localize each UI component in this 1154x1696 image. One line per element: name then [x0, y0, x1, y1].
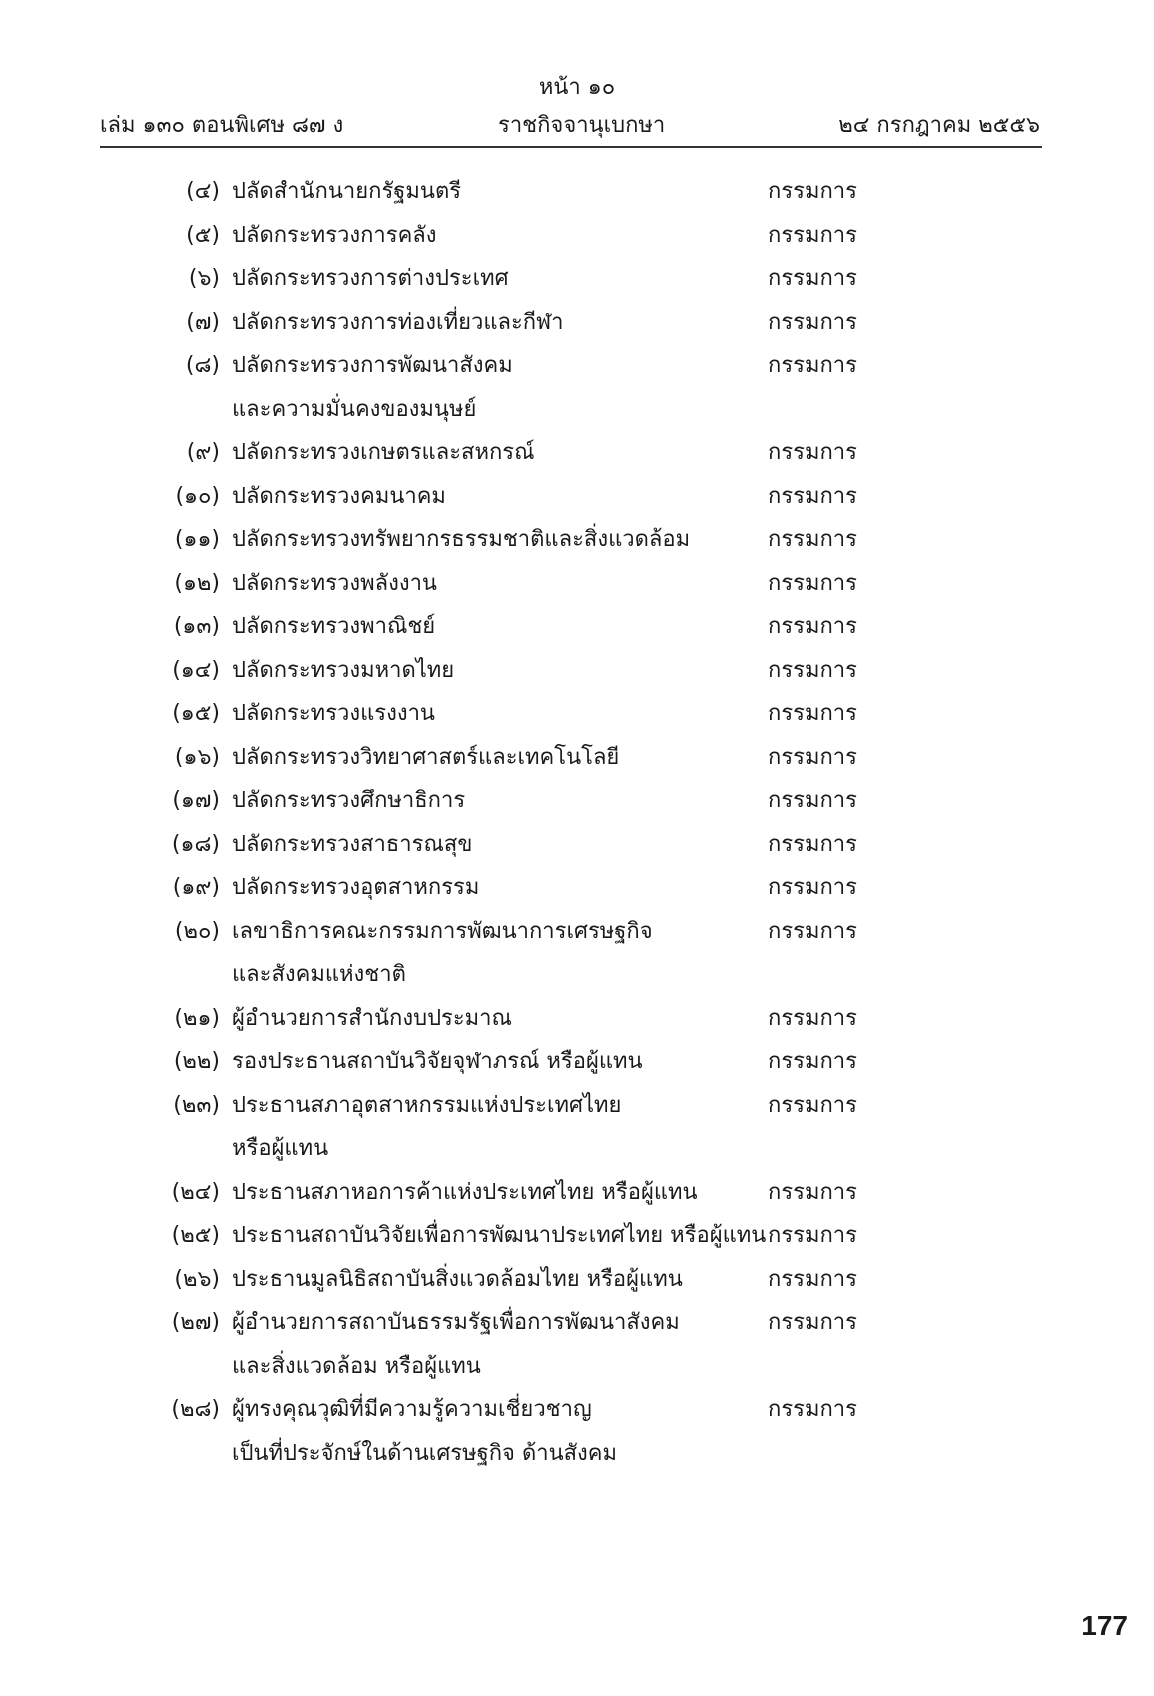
member-role: กรรมการ — [768, 831, 857, 857]
member-position — [232, 910, 762, 997]
position-line: ประธานสภาอุตสาหกรรมแห่งประเทศไทย — [232, 1092, 622, 1118]
item-number: (๒๐) — [174, 918, 220, 944]
member-position — [232, 779, 762, 823]
page-number-footer: 177 — [1081, 1610, 1128, 1641]
item-number: (๖) — [188, 266, 220, 291]
member-role: กรรมการ — [768, 222, 857, 248]
list-item — [0, 910, 1154, 997]
member-position — [232, 214, 762, 258]
item-number: (๑๐) — [175, 483, 220, 509]
item-number: (๑๓) — [173, 614, 220, 639]
list-item — [0, 257, 1154, 301]
member-role: กรรมการ — [768, 483, 857, 509]
position-line: ปลัดกระทรวงศึกษาธิการ — [232, 788, 466, 813]
list-item — [0, 170, 1154, 214]
member-position — [232, 170, 762, 214]
item-number: (๑๒) — [174, 570, 220, 596]
position-line: ปลัดกระทรวงมหาดไทย — [232, 657, 455, 683]
member-position — [232, 692, 762, 736]
gazette-header — [100, 110, 1040, 142]
list-item — [0, 344, 1154, 431]
position-line: ปลัดกระทรวงพาณิชย์ — [232, 614, 436, 639]
journal-title: ราชกิจจานุเบกษา — [498, 113, 666, 138]
page-number-header: หน้า ๑๐ — [538, 75, 616, 100]
item-number: (๒๕) — [171, 1223, 220, 1248]
member-role: กรรมการ — [768, 440, 857, 465]
position-line: หรือผู้แทน — [232, 1136, 329, 1161]
header-divider — [100, 146, 1042, 148]
list-item — [0, 692, 1154, 736]
member-role: กรรมการ — [768, 744, 857, 770]
list-item — [0, 736, 1154, 780]
member-position — [232, 997, 762, 1041]
list-item — [0, 301, 1154, 345]
member-position — [232, 736, 762, 780]
position-line: เลขาธิการคณะกรรมการพัฒนาการเศรษฐกิจ — [232, 918, 653, 944]
position-line: เป็นที่ประจักษ์ในด้านเศรษฐกิจ ด้านสังคม — [232, 1440, 618, 1466]
position-line: ปลัดกระทรวงการท่องเที่ยวและกีฬา — [232, 309, 564, 335]
position-line: ปลัดกระทรวงการต่างประเทศ — [232, 266, 509, 291]
position-line: และความมั่นคงของมนุษย์ — [232, 396, 477, 422]
position-line: ปลัดกระทรวงทรัพยากรธรรมชาติและสิ่งแวดล้อม — [232, 527, 691, 552]
member-role: กรรมการ — [768, 527, 857, 552]
list-item — [0, 518, 1154, 562]
member-role: กรรมการ — [768, 788, 857, 813]
volume-info: เล่ม ๑๓๐ ตอนพิเศษ ๘๗ ง — [100, 113, 344, 138]
member-position — [232, 1084, 762, 1171]
member-position — [232, 1040, 762, 1084]
item-number: (๙) — [186, 440, 220, 465]
position-line: ปลัดกระทรวงการคลัง — [232, 222, 437, 248]
member-role: กรรมการ — [768, 1310, 857, 1335]
list-item — [0, 1258, 1154, 1302]
item-number: (๒๘) — [171, 1397, 220, 1422]
member-role: กรรมการ — [768, 1179, 857, 1205]
member-position — [232, 257, 762, 301]
item-number: (๑๗) — [172, 788, 220, 813]
member-position — [232, 301, 762, 345]
item-number: (๘) — [185, 353, 220, 378]
item-number: (๑๑) — [174, 527, 220, 552]
member-role: กรรมการ — [768, 701, 857, 726]
position-line: และสังคมแห่งชาติ — [232, 962, 406, 987]
list-item — [0, 649, 1154, 693]
member-role: กรรมการ — [768, 1397, 857, 1422]
list-item — [0, 997, 1154, 1041]
item-number: (๒๒) — [173, 1049, 220, 1074]
member-role: กรรมการ — [768, 353, 857, 378]
member-role: กรรมการ — [768, 1266, 857, 1292]
position-line: ปลัดกระทรวงอุตสาหกรรม — [232, 875, 480, 900]
position-line: ปลัดกระทรวงสาธารณสุข — [232, 831, 473, 857]
position-line: ปลัดกระทรวงวิทยาศาสตร์และเทคโนโลยี — [232, 744, 620, 770]
member-role: กรรมการ — [768, 657, 857, 683]
member-role: กรรมการ — [768, 1092, 857, 1118]
item-number: (๕) — [186, 222, 220, 248]
member-position — [232, 649, 762, 693]
position-line: ปลัดกระทรวงแรงงาน — [232, 701, 435, 726]
member-role: กรรมการ — [768, 309, 857, 335]
member-position — [232, 1171, 762, 1215]
member-role: กรรมการ — [768, 918, 857, 944]
member-position — [232, 518, 762, 562]
list-item — [0, 1171, 1154, 1215]
item-number: (๑๘) — [171, 831, 220, 857]
list-item — [0, 605, 1154, 649]
list-item — [0, 779, 1154, 823]
member-position — [232, 562, 762, 606]
position-line: ปลัดกระทรวงการพัฒนาสังคม — [232, 353, 513, 378]
member-role: กรรมการ — [768, 1005, 857, 1031]
item-number: (๒๖) — [174, 1266, 220, 1292]
position-line: ปลัดกระทรวงพลังงาน — [232, 570, 437, 596]
item-number: (๗) — [186, 309, 220, 335]
list-item — [0, 214, 1154, 258]
list-item — [0, 823, 1154, 867]
list-item — [0, 1214, 1154, 1258]
member-position — [232, 1258, 762, 1302]
committee-member-list — [0, 170, 1154, 1475]
item-number: (๔) — [186, 179, 220, 204]
item-number: (๒๑) — [174, 1005, 220, 1031]
member-position — [232, 1214, 767, 1258]
list-item — [0, 1084, 1154, 1171]
member-role: กรรมการ — [768, 875, 857, 900]
member-position — [232, 866, 762, 910]
member-role: กรรมการ — [768, 614, 857, 639]
item-number: (๑๖) — [174, 744, 220, 770]
list-item — [0, 431, 1154, 475]
member-role: กรรมการ — [768, 266, 857, 291]
member-role: กรรมการ — [768, 570, 857, 596]
member-position — [232, 475, 762, 519]
member-position — [232, 823, 762, 867]
list-item — [0, 1301, 1154, 1388]
position-line: และสิ่งแวดล้อม หรือผู้แทน — [232, 1353, 481, 1379]
list-item — [0, 562, 1154, 606]
position-line: ประธานสภาหอการค้าแห่งประเทศไทย หรือผู้แทน — [232, 1179, 698, 1205]
item-number: (๑๕) — [172, 701, 220, 726]
position-line: ปลัดกระทรวงคมนาคม — [232, 483, 446, 509]
list-item — [0, 1388, 1154, 1475]
member-position — [232, 431, 762, 475]
member-position — [232, 344, 762, 431]
position-line: ผู้อำนวยการสถาบันธรรมรัฐเพื่อการพัฒนาสังคม — [232, 1310, 680, 1335]
member-position — [232, 605, 762, 649]
item-number: (๑๙) — [172, 875, 220, 900]
list-item — [0, 475, 1154, 519]
position-line: ปลัดสำนักนายกรัฐมนตรี — [232, 179, 462, 204]
position-line: ผู้อำนวยการสำนักงบประมาณ — [232, 1005, 512, 1031]
item-number: (๑๔) — [172, 657, 220, 683]
member-role: กรรมการ — [768, 179, 857, 204]
member-position — [232, 1388, 762, 1475]
list-item — [0, 1040, 1154, 1084]
member-role: กรรมการ — [768, 1223, 857, 1248]
item-number: (๒๓) — [173, 1092, 220, 1118]
member-role: กรรมการ — [768, 1049, 857, 1074]
item-number: (๒๗) — [171, 1310, 220, 1335]
position-line: รองประธานสถาบันวิจัยจุฬาภรณ์ หรือผู้แทน — [232, 1049, 643, 1074]
position-line: ปลัดกระทรวงเกษตรและสหกรณ์ — [232, 440, 535, 465]
publication-date: ๒๔ กรกฎาคม ๒๕๕๖ — [838, 113, 1040, 138]
position-line: ประธานสถาบันวิจัยเพื่อการพัฒนาประเทศไทย หรือผู้แทน — [232, 1223, 767, 1248]
item-number: (๒๔) — [171, 1179, 220, 1205]
position-line: ประธานมูลนิธิสถาบันสิ่งแวดล้อมไทย หรือผู้แทน — [232, 1266, 683, 1292]
position-line: ผู้ทรงคุณวุฒิที่มีความรู้ความเชี่ยวชาญ — [232, 1397, 592, 1422]
list-item — [0, 866, 1154, 910]
member-position — [232, 1301, 762, 1388]
